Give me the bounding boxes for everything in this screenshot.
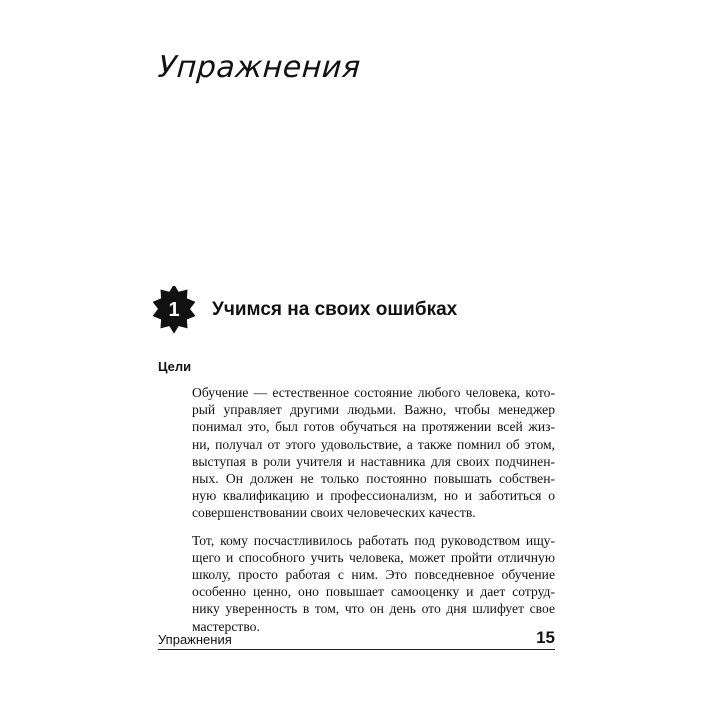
exercise-heading (150, 286, 457, 334)
text-line: выступая в роли учителя и наставника для своих подчинен- (192, 453, 555, 469)
text-line: понимал это, был готов обучаться на протяжении всей жиз- (192, 419, 555, 435)
footer-rule (158, 649, 555, 650)
text-line: рый управляет другими людьми. Важно, чтобы менеджер (192, 402, 555, 418)
text-line: Тот, кому посчастливилось работать под руководством ищу- (192, 532, 555, 548)
text-line: Обучение — естественное состояние любого человека, кото- (192, 385, 555, 400)
text-line: ни, получал от этого удовольствие, а также помнил об этом, (192, 436, 555, 452)
text-line: совершенствовании своих человеческих качеств. (192, 505, 476, 521)
page-number: 15 (536, 628, 555, 647)
text-line: ную квалификацию и профессионализм, но и заботиться о (192, 488, 555, 504)
text-line: особенно ценно, оно повышает самооценку и дает сотруд- (192, 584, 555, 600)
paragraph-1 (192, 384, 555, 522)
chapter-title: Упражнения (156, 50, 362, 85)
paragraph-2 (192, 532, 555, 635)
body-text (192, 384, 555, 645)
text-line: школу, просто работая с ним. Это повседневное обучение (192, 567, 555, 583)
text-line: ных. Он должен не только постоянно повышать собствен- (192, 471, 555, 487)
exercise-number: 1 (168, 299, 180, 321)
section-label: Цели (158, 359, 192, 374)
text-line: щего и способного учить человека, может пройти отличную (192, 549, 555, 565)
text-line: нику уверенность в том, что он день ото дня шлифует свое (192, 601, 555, 617)
exercise-title: Учимся на своих ошибках (212, 299, 458, 320)
text-line: мастерство. (192, 618, 260, 634)
exercise-number-badge (150, 286, 198, 334)
footer-section-label: Упражнения (158, 632, 232, 647)
